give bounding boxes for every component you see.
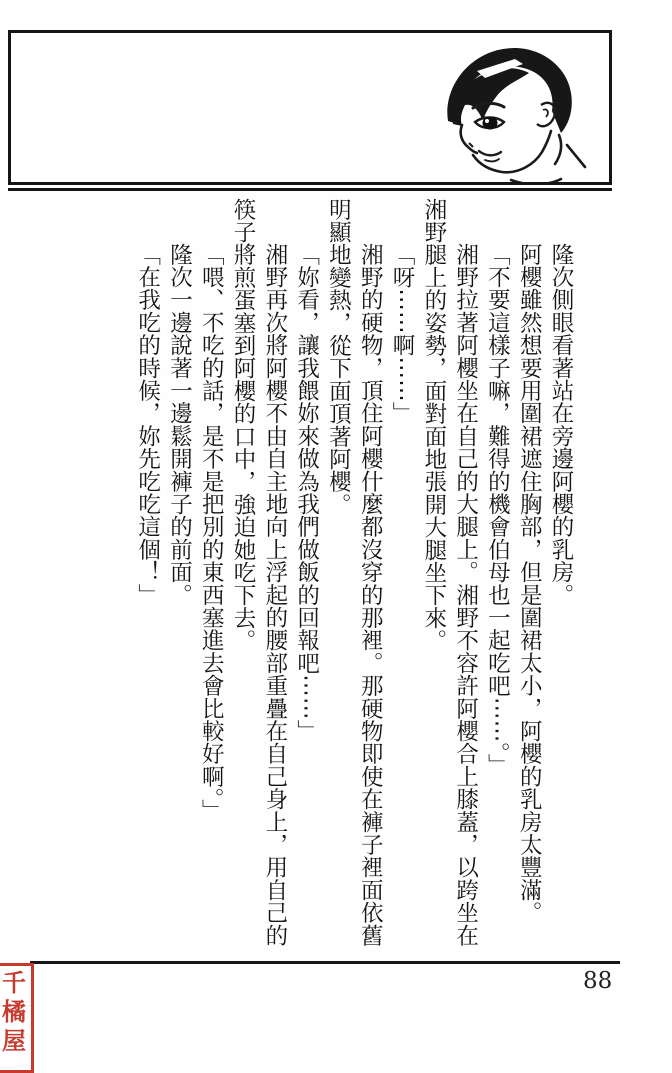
top-illustration-panel — [8, 30, 612, 185]
paragraph: 湘野再次將阿櫻不由自主地向上浮起的腰部重疊在自己身上，用自己的筷子將煎蛋塞到阿櫻的口中，強迫她吃下去。 — [230, 198, 288, 947]
publisher-seal-icon — [0, 963, 34, 1073]
paragraph: 湘野拉著阿櫻坐在自己的大腿上。湘野不容許阿櫻合上膝蓋，以跨坐在湘野腿上的姿勢，面對面地張開大腿坐下來。 — [420, 198, 479, 947]
paragraph: 隆次一邊說著一邊鬆開褲子的前面。 — [166, 243, 193, 607]
paragraph: 「呀⋯⋯啊⋯⋯」 — [389, 243, 416, 425]
footer-rule — [30, 961, 620, 964]
panel-underline — [8, 188, 612, 191]
paragraph: 隆次側眼看著站在旁邊阿櫻的乳房。 — [548, 243, 574, 607]
story-text — [118, 198, 576, 952]
paragraph: 「喂、不吃的話，是不是把別的東西塞進去會比較好啊。」 — [198, 243, 225, 822]
paragraph: 「妳看，讓我餵妳來做為我們做飯的回報吧⋯⋯」 — [293, 243, 320, 743]
page-number: 88 — [583, 968, 613, 994]
paragraph: 「在我吃的時候，妳先吃吃這個！」 — [134, 243, 161, 607]
paragraph: 「不要這樣子嘛，難得的機會伯母也一起吃吧⋯⋯。」 — [484, 243, 511, 777]
paragraph: 湘野的硬物，頂住阿櫻什麼都沒穿的那裡。那硬物即使在褲子裡面依舊明顯地變熱，從下面頂著阿櫻。 — [325, 198, 384, 947]
seal-character: 橘 — [2, 997, 26, 1026]
seal-character: 千 — [2, 968, 26, 997]
seal-character: 屋 — [2, 1026, 26, 1055]
paragraph: 阿櫻雖然想要用圍裙遮住胸部，但是圍裙太小，阿櫻的乳房太豐滿。 — [516, 243, 543, 924]
manga-face-sketch-icon — [415, 33, 612, 185]
